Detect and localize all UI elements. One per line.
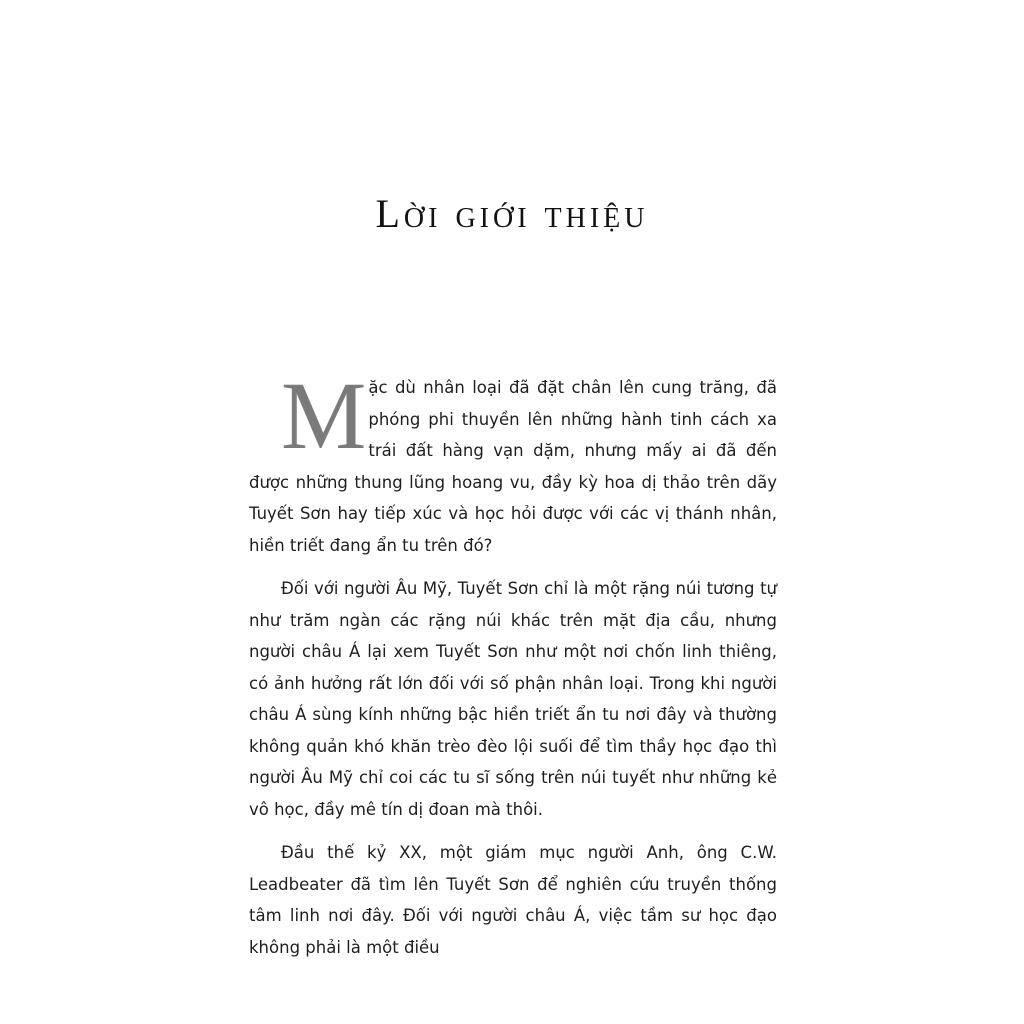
page-title: Lời giới thiệu — [375, 191, 649, 236]
paragraph-1 — [249, 362, 777, 561]
paragraph-2: Đối với người Âu Mỹ, Tuyết Sơn chỉ là một rặng núi tương tự như trăm ngàn các rặng núi khác trên mặt địa cầu, nhưng người châu Á lại xem Tuyết Sơn như một nơi chốn linh thiêng, có ảnh hưởng rất lớn đối với số phận nhân loại. Trong khi người châu Á sùng kính những bậc hiền triết ẩn tu nơi đây và thường không quản khó khăn trèo đèo lội suối để tìm thầy học đạo thì người Âu Mỹ chỉ coi các tu sĩ sống trên núi tuyết như những kẻ vô học, đầy mê tín dị đoan mà thôi. — [249, 579, 777, 819]
body-text — [249, 362, 777, 975]
paragraph-1-text: ặc dù nhân loại đã đặt chân lên cung trăng, đã phóng phi thuyền lên những hành tinh cách xa trái đất hàng vạn dặm, nhưng mấy ai đã đến được những thung lũng hoang vu, đầy kỳ hoa dị thảo trên dãy Tuyết Sơn hay tiếp xúc và học hỏi được với các vị thánh nhân, hiền triết đang ẩn tu trên đó? — [249, 378, 777, 555]
paragraph-3: Đầu thế kỷ XX, một giám mục người Anh, ông C.W. Leadbeater đã tìm lên Tuyết Sơn để nghiên cứu truyền thống tâm linh nơi đây. Đối với người châu Á, việc tầm sư học đạo không phải là một điều — [249, 843, 777, 957]
drop-cap: M — [281, 362, 367, 469]
